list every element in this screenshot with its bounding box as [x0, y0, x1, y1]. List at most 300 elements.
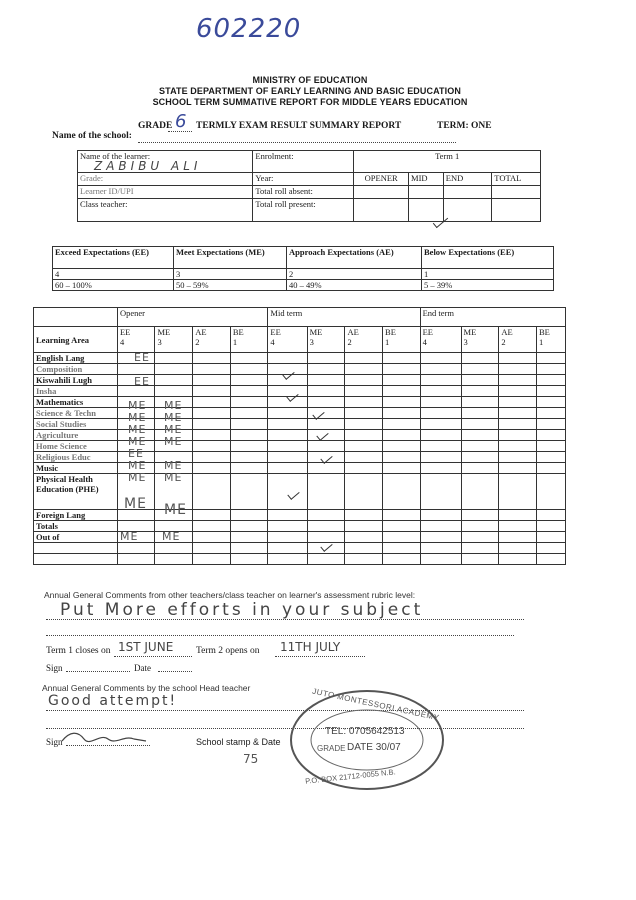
result-cell [383, 430, 421, 441]
level-11 [536, 327, 565, 353]
result-cell [461, 521, 499, 532]
result-cell [345, 397, 383, 408]
result-cell [536, 510, 565, 521]
head-signature [60, 727, 150, 747]
result-cell [461, 463, 499, 474]
mark-ee-english: EE [134, 351, 150, 364]
level-code: AE [501, 327, 513, 337]
result-cell [536, 430, 565, 441]
group-opener: Opener [117, 308, 267, 327]
result-cell [193, 386, 231, 397]
rubric-2-level: 2 [287, 269, 422, 280]
learning-area-name: English Lang [34, 353, 118, 364]
table-row [34, 353, 566, 364]
result-cell [536, 386, 565, 397]
result-cell [461, 353, 499, 364]
result-cell [307, 364, 345, 375]
level-6 [345, 327, 383, 353]
mark-me-agri-1: ME [128, 435, 147, 448]
result-cell [461, 364, 499, 375]
result-cell [383, 375, 421, 386]
result-cell [383, 386, 421, 397]
learner-info-table [77, 150, 541, 222]
learning-area-name: Mathematics [34, 397, 118, 408]
id-label: Learner ID/UPI [80, 186, 134, 196]
result-cell [461, 532, 499, 543]
mark-me-rel-2: ME [164, 459, 183, 472]
level-10 [499, 327, 537, 353]
result-cell [230, 463, 268, 474]
term-closes-value: 1ST JUNE [118, 640, 174, 654]
rubric-table [52, 246, 554, 291]
learning-area-name: Foreign Lang [34, 510, 118, 521]
result-cell [383, 521, 421, 532]
rubric-1-name: Meet Expectations (ME) [176, 247, 265, 257]
result-cell [383, 353, 421, 364]
result-cell [461, 419, 499, 430]
teacher-comment-line-1 [46, 619, 524, 620]
result-cell [155, 375, 193, 386]
stamp-grade: GRADE [317, 744, 346, 753]
result-cell [345, 532, 383, 543]
result-cell [536, 408, 565, 419]
result-cell [155, 386, 193, 397]
result-cell [193, 452, 231, 463]
table-row [34, 386, 566, 397]
result-cell [268, 474, 307, 510]
term-label: TERM: ONE [437, 121, 492, 131]
learning-area-name: Home Science [34, 441, 118, 452]
result-cell [499, 532, 537, 543]
mid-col [409, 173, 444, 186]
col-total: TOTAL [494, 173, 522, 183]
result-cell [193, 463, 231, 474]
result-cell [420, 419, 461, 430]
head-comment-line-1 [46, 710, 524, 711]
grade-value: 6 [175, 111, 187, 132]
mark-me-phe-1: ME [124, 496, 147, 512]
result-cell [268, 419, 307, 430]
report-type-label: TERMLY EXAM RESULT SUMMARY REPORT [196, 121, 402, 131]
present-cell [253, 199, 354, 222]
result-cell [420, 353, 461, 364]
report-title: SCHOOL TERM SUMMATIVE REPORT FOR MIDDLE YEARS EDUCATION [152, 97, 468, 107]
learning-area-name: Physical Health Education (PHE) [34, 474, 118, 510]
result-cell [345, 452, 383, 463]
result-cell [536, 441, 565, 452]
result-cell [461, 375, 499, 386]
head-comments-value: Good attempt! [48, 693, 178, 709]
learner-name-value: ZABIBU ALI [94, 159, 202, 173]
result-cell [499, 419, 537, 430]
stamp-tel: TEL: 0705642513 [325, 726, 405, 737]
rubric-0-name: Exceed Expectations (EE) [55, 247, 149, 257]
rubric-2-name: Approach Expectations (AE) [289, 247, 394, 257]
learning-area-name: Religious Educ [34, 452, 118, 463]
result-cell [268, 521, 307, 532]
result-cell [230, 532, 268, 543]
results-table [33, 307, 566, 565]
stamp-ring-text: JUTO MONTESSORI ACADEMY [311, 686, 441, 723]
mark-me-math-1: ME [128, 399, 147, 412]
result-cell [230, 364, 268, 375]
rubric-3-name: Below Expectations (EE) [424, 247, 515, 257]
grade-label: GRADE [138, 121, 173, 131]
teacher-label: Class teacher: [80, 199, 128, 209]
result-cell [536, 364, 565, 375]
level-num: 1 [232, 337, 238, 347]
level-2 [193, 327, 231, 353]
result-cell [268, 463, 307, 474]
table-row [34, 452, 566, 463]
result-cell [420, 452, 461, 463]
table-row [34, 419, 566, 430]
result-cell [230, 353, 268, 364]
result-cell [268, 452, 307, 463]
teacher-comment-line-2 [46, 635, 514, 636]
result-cell [193, 408, 231, 419]
result-cell [420, 441, 461, 452]
result-cell [499, 474, 537, 510]
rubric-0-range: 60 – 100% [53, 280, 174, 291]
level-code: ME [157, 327, 171, 337]
table-row [34, 430, 566, 441]
result-cell [345, 386, 383, 397]
result-cell [193, 375, 231, 386]
result-cell [461, 430, 499, 441]
level-7 [383, 327, 421, 353]
table-row [34, 441, 566, 452]
result-cell [230, 521, 268, 532]
year-cell [253, 173, 354, 186]
result-cell [230, 474, 268, 510]
result-cell [461, 386, 499, 397]
table-row [34, 408, 566, 419]
result-cell [420, 510, 461, 521]
mark-ee-home: EE [128, 447, 144, 460]
learning-area-name: Totals [34, 521, 118, 532]
result-cell [193, 510, 231, 521]
result-cell [420, 375, 461, 386]
enrolment-label: Enrolment: [255, 151, 294, 161]
result-cell [420, 532, 461, 543]
learning-area-name: Out of [34, 532, 118, 543]
result-cell [268, 510, 307, 521]
mark-ee-kiswahili: EE [134, 375, 150, 388]
result-cell [307, 397, 345, 408]
result-cell [499, 521, 537, 532]
result-cell [420, 521, 461, 532]
total-score: 75 [243, 752, 259, 766]
absent-label: Total roll absent: [255, 186, 313, 196]
result-cell [383, 364, 421, 375]
present-label: Total roll present: [255, 199, 316, 209]
table-row [34, 474, 566, 510]
level-code: EE [422, 327, 433, 337]
learning-area-name: Social Studies [34, 419, 118, 430]
enrolment-cell [253, 151, 354, 173]
result-cell [307, 510, 345, 521]
term-header-cell [354, 151, 541, 173]
sign-label-1: Sign [46, 663, 63, 673]
level-num: 1 [385, 337, 390, 347]
school-underline [138, 142, 456, 143]
result-cell [193, 397, 231, 408]
result-cell [193, 353, 231, 364]
level-code: EE [270, 327, 281, 337]
result-cell [499, 364, 537, 375]
result-cell [345, 353, 383, 364]
result-cell [230, 386, 268, 397]
result-cell [383, 397, 421, 408]
result-cell [307, 375, 345, 386]
term-opens-label: Term 2 opens on [196, 646, 260, 656]
result-cell [345, 375, 383, 386]
rubric-me-name [174, 247, 287, 269]
result-cell [307, 521, 345, 532]
result-cell [420, 364, 461, 375]
result-cell [420, 397, 461, 408]
date-line-1 [158, 671, 192, 672]
table-row [34, 364, 566, 375]
result-cell [230, 397, 268, 408]
result-cell [383, 419, 421, 430]
mark-me-sci-2: ME [164, 411, 183, 424]
sign-line-2 [66, 745, 150, 746]
level-4 [268, 327, 307, 353]
result-cell [499, 463, 537, 474]
rubric-ee-name [53, 247, 174, 269]
mark-me-totals-2: ME [162, 530, 181, 543]
learning-area-header: Learning Area [34, 327, 118, 353]
year-label: Year: [255, 173, 274, 183]
result-cell [345, 408, 383, 419]
result-cell [345, 430, 383, 441]
result-cell [345, 441, 383, 452]
result-cell [499, 386, 537, 397]
result-cell [307, 386, 345, 397]
table-row [34, 375, 566, 386]
result-cell [268, 408, 307, 419]
group-mid: Mid term [268, 308, 420, 327]
table-row [34, 397, 566, 408]
level-num: 2 [501, 337, 506, 347]
result-cell [499, 452, 537, 463]
result-cell [536, 375, 565, 386]
level-9 [461, 327, 499, 353]
term-opens-line [275, 656, 365, 657]
grade-cell [78, 173, 253, 186]
ministry-title: MINISTRY OF EDUCATION [252, 75, 368, 85]
learner-name-label: Name of the learner: [80, 151, 151, 161]
result-cell [499, 441, 537, 452]
rubric-2-range: 40 – 49% [287, 280, 422, 291]
result-cell [383, 452, 421, 463]
result-cell [536, 463, 565, 474]
result-cell [536, 452, 565, 463]
level-num: 4 [422, 337, 427, 347]
result-cell [193, 474, 231, 510]
rubric-1-range: 50 – 59% [174, 280, 287, 291]
result-cell [420, 474, 461, 510]
result-cell [499, 408, 537, 419]
level-num: 1 [538, 337, 544, 347]
result-cell [499, 430, 537, 441]
group-end: End term [420, 308, 565, 327]
result-cell [383, 510, 421, 521]
result-cell [307, 474, 345, 510]
table-row [34, 463, 566, 474]
result-cell [536, 353, 565, 364]
result-cell [536, 532, 565, 543]
level-3 [230, 327, 268, 353]
result-cell [536, 419, 565, 430]
result-cell [307, 441, 345, 452]
result-cell [230, 441, 268, 452]
level-8 [420, 327, 461, 353]
level-5 [307, 327, 345, 353]
level-1 [155, 327, 193, 353]
table-row [34, 532, 566, 543]
level-num: 4 [119, 337, 125, 347]
level-code: BE [385, 327, 396, 337]
opener-col [354, 173, 409, 186]
table-row [34, 521, 566, 532]
rubric-3-level: 1 [422, 269, 554, 280]
result-cell [345, 419, 383, 430]
date-label-1: Date [134, 663, 151, 673]
rubric-1-level: 3 [174, 269, 287, 280]
sign-label-2: Sign [46, 737, 63, 747]
level-code: BE [232, 327, 244, 337]
result-cell [420, 463, 461, 474]
result-cell [155, 353, 193, 364]
term-opens-value: 11TH JULY [280, 640, 341, 654]
teacher-cell [78, 199, 253, 222]
result-cell [461, 452, 499, 463]
term-closes-line [114, 656, 192, 657]
result-cell [499, 510, 537, 521]
mark-me-agri-2: ME [164, 435, 183, 448]
result-cell [383, 463, 421, 474]
rubric-be-name [422, 247, 554, 269]
col-mid: MID [411, 173, 428, 183]
result-cell [345, 510, 383, 521]
result-cell [461, 408, 499, 419]
result-cell [536, 474, 565, 510]
result-cell [383, 474, 421, 510]
learning-area-name: Composition [34, 364, 118, 375]
learning-area-name: Insha [34, 386, 118, 397]
level-code: BE [538, 327, 550, 337]
learning-area-name: Science & Techn [34, 408, 118, 419]
result-cell [307, 419, 345, 430]
absent-cell [253, 186, 354, 199]
id-cell [78, 186, 253, 199]
result-cell [461, 441, 499, 452]
result-cell [345, 463, 383, 474]
rubric-ae-name [287, 247, 422, 269]
level-num: 2 [195, 337, 200, 347]
result-cell [268, 441, 307, 452]
mark-me-phe-2: ME [164, 502, 187, 518]
result-cell [383, 408, 421, 419]
stamp-label: School stamp & Date [196, 737, 281, 747]
result-cell [230, 452, 268, 463]
document-number: 602220 [196, 14, 302, 44]
level-code: EE [119, 327, 131, 337]
teacher-comments-label: Annual General Comments from other teachers/class teacher on learner's assessment rubric level: [44, 590, 416, 600]
result-cell [230, 375, 268, 386]
result-cell [420, 430, 461, 441]
learning-area-name: Agriculture [34, 430, 118, 441]
result-cell [268, 430, 307, 441]
result-cell [193, 430, 231, 441]
result-cell [193, 521, 231, 532]
result-cell [345, 364, 383, 375]
level-code: ME [463, 327, 477, 337]
level-code: AE [347, 327, 359, 337]
result-cell [345, 474, 383, 510]
result-cell [307, 353, 345, 364]
head-comments-label: Annual General Comments by the school Head teacher [42, 683, 251, 693]
result-cell [499, 397, 537, 408]
col-opener: OPENER [364, 173, 398, 183]
rubric-3-range: 5 – 39% [422, 280, 554, 291]
mark-me-social-2: ME [164, 423, 183, 436]
mark-me-social-1: ME [128, 423, 147, 436]
level-num: 2 [347, 337, 352, 347]
result-cell [193, 441, 231, 452]
result-cell [461, 397, 499, 408]
result-cell [307, 463, 345, 474]
level-num: 3 [157, 337, 162, 347]
mark-me-sci-1: ME [128, 411, 147, 424]
mark-me-music-1: ME [128, 471, 147, 484]
result-cell [345, 521, 383, 532]
result-cell [499, 375, 537, 386]
result-cell [193, 532, 231, 543]
result-cell [420, 408, 461, 419]
level-code: AE [195, 327, 207, 337]
result-cell [383, 441, 421, 452]
teacher-comments-value: Put More efforts in your subject [60, 600, 424, 620]
result-cell [230, 408, 268, 419]
result-cell [383, 532, 421, 543]
grade-info-label: Grade: [80, 173, 104, 183]
mark-me-music-2: ME [164, 471, 183, 484]
result-cell [230, 419, 268, 430]
mark-me-totals-1: ME [120, 530, 139, 543]
department-title: STATE DEPARTMENT OF EARLY LEARNING AND BASIC EDUCATION [159, 86, 461, 96]
school-stamp [287, 688, 447, 793]
result-cell [461, 474, 499, 510]
col-end: END [445, 173, 464, 183]
result-cell [420, 386, 461, 397]
level-0 [117, 327, 154, 353]
level-num: 3 [309, 337, 314, 347]
level-num: 4 [270, 337, 275, 347]
result-cell [268, 353, 307, 364]
end-col [443, 173, 492, 186]
stamp-date: DATE 30/07 [347, 742, 401, 753]
result-cell [499, 353, 537, 364]
result-cell [230, 430, 268, 441]
result-cell [193, 419, 231, 430]
result-cell [461, 510, 499, 521]
learner-name-cell [78, 151, 253, 173]
term-closes-label: Term 1 closes on [46, 646, 111, 656]
